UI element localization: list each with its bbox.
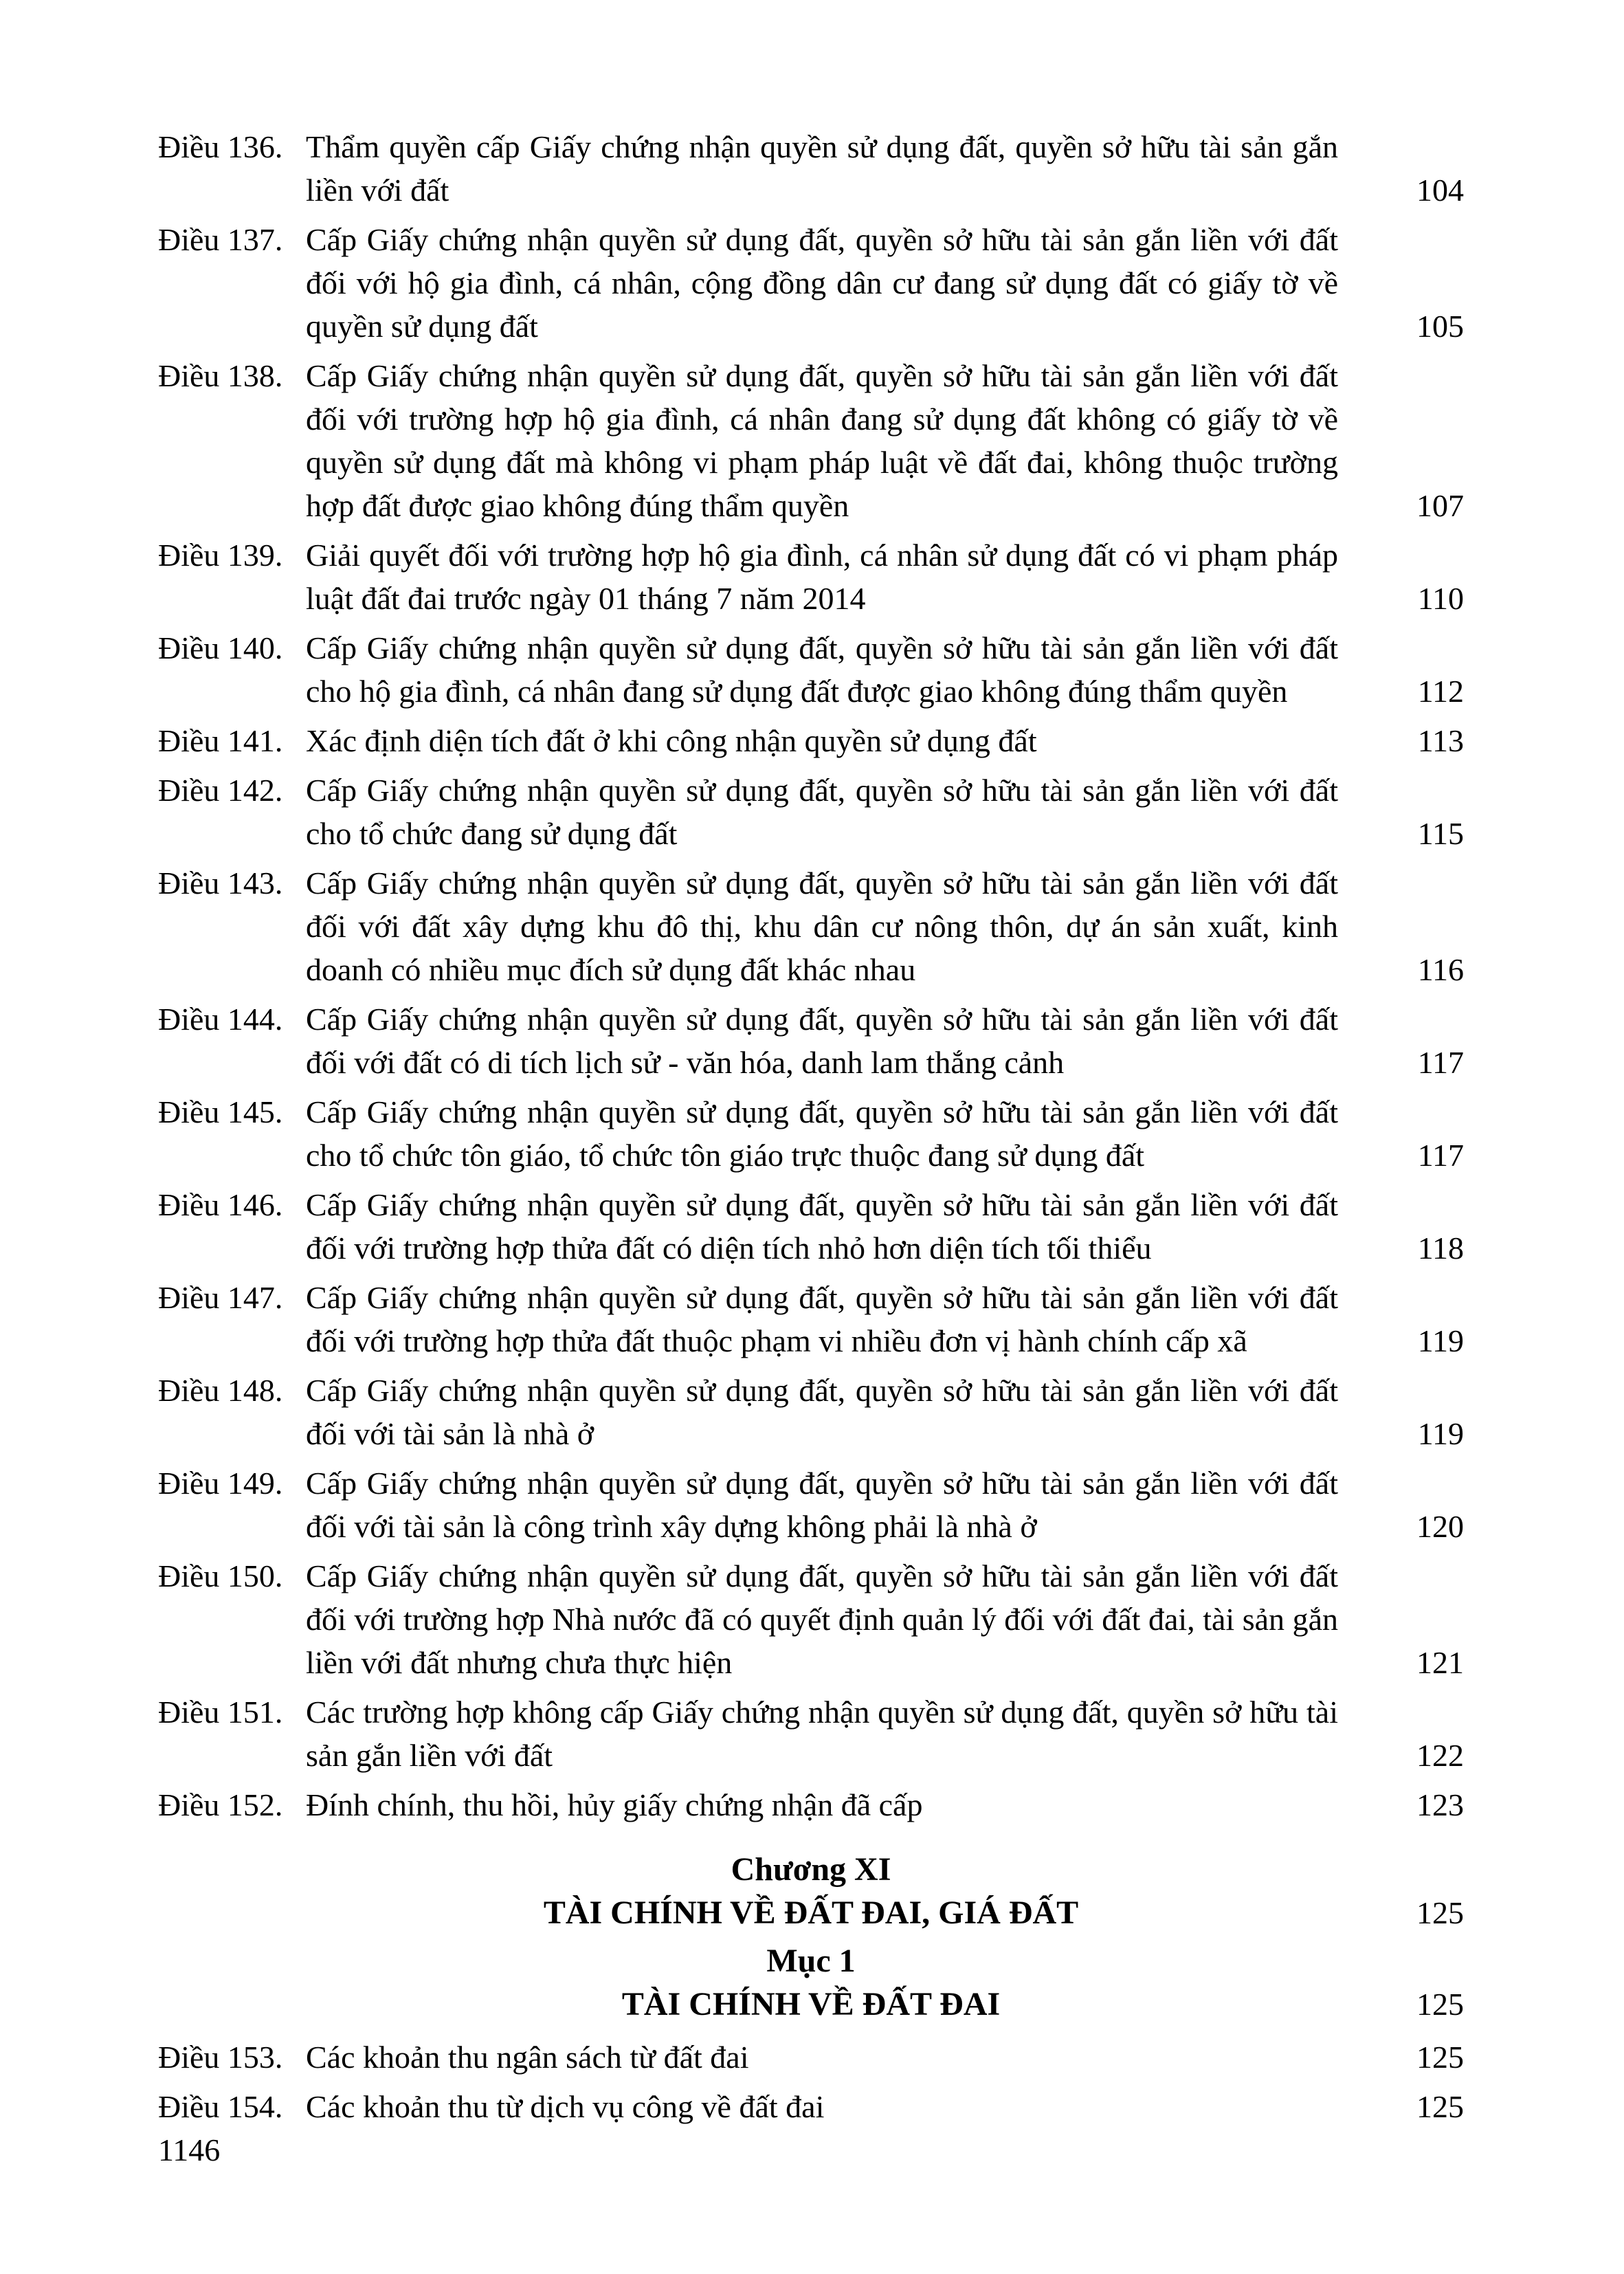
toc-entry bbox=[158, 2035, 1464, 2079]
chapter-number-row bbox=[158, 1848, 1464, 1891]
chapter-heading-block bbox=[158, 1848, 1464, 2026]
toc-entry-page-number: 107 bbox=[1416, 488, 1464, 523]
toc-entry-article-label: Điều 142. bbox=[158, 773, 283, 808]
toc-entries-top bbox=[158, 125, 1464, 1826]
toc-entry bbox=[158, 1183, 1464, 1270]
toc-entry-page-number: 119 bbox=[1417, 1323, 1464, 1358]
toc-entry bbox=[158, 1783, 1464, 1826]
toc-entry-title: Cấp Giấy chứng nhận quyền sử dụng đất, quyền sở hữu tài sản gắn liền với đất đối với trường hợp thửa đất có diện tích nhỏ hơn diện tích tối thiểu bbox=[306, 1187, 1338, 1266]
toc-entry bbox=[158, 1554, 1464, 1684]
toc-entry-article-label: Điều 137. bbox=[158, 222, 283, 257]
toc-entry-title: Cấp Giấy chứng nhận quyền sử dụng đất, quyền sở hữu tài sản gắn liền với đất đối với tài sản là nhà ở bbox=[306, 1373, 1338, 1451]
toc-entry-article-label: Điều 139. bbox=[158, 538, 283, 573]
chapter-title-page-number: 125 bbox=[1416, 1895, 1464, 1930]
toc-entry bbox=[158, 861, 1464, 991]
toc-entry-title: Giải quyết đối với trường hợp hộ gia đình, cá nhân sử dụng đất có vi phạm pháp luật đất đai trước ngày 01 tháng 7 năm 2014 bbox=[306, 538, 1338, 616]
toc-entry bbox=[158, 354, 1464, 527]
toc-entry-article-label: Điều 136. bbox=[158, 129, 283, 164]
toc-entry-article-label: Điều 143. bbox=[158, 865, 283, 901]
toc-entry-page-number: 123 bbox=[1416, 1787, 1464, 1822]
toc-entry-page-number: 117 bbox=[1417, 1138, 1464, 1173]
toc-entry bbox=[158, 1090, 1464, 1177]
toc-entry-title: Cấp Giấy chứng nhận quyền sử dụng đất, quyền sở hữu tài sản gắn liền với đất đối với hộ gia đình, cá nhân, cộng đồng dân cư đang sử dụng đất có giấy tờ về quyền sử dụng đất bbox=[306, 222, 1338, 344]
toc-entry-page-number: 119 bbox=[1417, 1416, 1464, 1451]
toc-entry-page-number: 116 bbox=[1417, 952, 1464, 987]
toc-entry bbox=[158, 769, 1464, 855]
section-number-row bbox=[158, 1939, 1464, 1983]
toc-entry-page-number: 121 bbox=[1416, 1645, 1464, 1680]
toc-entry-title: Các khoản thu từ dịch vụ công về đất đai bbox=[306, 2089, 825, 2124]
toc-entry-article-label: Điều 138. bbox=[158, 358, 283, 393]
folio-number: 1146 bbox=[158, 2132, 221, 2167]
toc-entry-page-number: 117 bbox=[1417, 1045, 1464, 1080]
toc-entry-title: Đính chính, thu hồi, hủy giấy chứng nhận đã cấp bbox=[306, 1787, 923, 1822]
toc-entry-page-number: 118 bbox=[1417, 1230, 1464, 1266]
toc-entry-title: Cấp Giấy chứng nhận quyền sử dụng đất, quyền sở hữu tài sản gắn liền với đất đối với trường hợp Nhà nước đã có quyết định quản lý đối với đất đai, tài sản gắn liền với đất nhưng chưa thực hiện bbox=[306, 1558, 1338, 1680]
toc-entry-title: Cấp Giấy chứng nhận quyền sử dụng đất, quyền sở hữu tài sản gắn liền với đất đối với đất xây dựng khu đô thị, khu dân cư nông thôn, dự án sản xuất, kinh doanh có nhiều mục đích sử dụng đất khác nhau bbox=[306, 865, 1338, 987]
toc-entry-article-label: Điều 149. bbox=[158, 1466, 283, 1501]
toc-entry-article-label: Điều 141. bbox=[158, 723, 283, 758]
toc-entry-title: Cấp Giấy chứng nhận quyền sử dụng đất, quyền sở hữu tài sản gắn liền với đất đối với trường hợp hộ gia đình, cá nhân đang sử dụng đất không có giấy tờ về quyền sử dụng đất mà không vi phạm pháp luật về đất đai, không thuộc trường hợp đất được giao không đúng thẩm quyền bbox=[306, 358, 1338, 523]
toc-entry-article-label: Điều 148. bbox=[158, 1373, 283, 1408]
toc-entry-article-label: Điều 146. bbox=[158, 1187, 283, 1222]
toc-entry bbox=[158, 719, 1464, 762]
toc-entry bbox=[158, 1276, 1464, 1362]
toc-entry-article-label: Điều 140. bbox=[158, 630, 283, 665]
chapter-title: TÀI CHÍNH VỀ ĐẤT ĐAI, GIÁ ĐẤT bbox=[543, 1895, 1079, 1931]
toc-entry bbox=[158, 1690, 1464, 1777]
toc-entry-article-label: Điều 145. bbox=[158, 1094, 283, 1129]
toc-entry-page-number: 122 bbox=[1416, 1738, 1464, 1773]
toc-entry bbox=[158, 626, 1464, 713]
toc-entry bbox=[158, 2085, 1464, 2128]
toc-entry-page-number: 125 bbox=[1416, 2040, 1464, 2075]
toc-entry-article-label: Điều 152. bbox=[158, 1787, 283, 1822]
toc-entry-page-number: 120 bbox=[1416, 1509, 1464, 1544]
toc-entry-page-number: 113 bbox=[1417, 723, 1464, 758]
section-title-row bbox=[158, 1983, 1464, 2026]
toc-entry-article-label: Điều 150. bbox=[158, 1558, 283, 1593]
page-footer bbox=[158, 2128, 220, 2172]
toc-entry-title: Thẩm quyền cấp Giấy chứng nhận quyền sử dụng đất, quyền sở hữu tài sản gắn liền với đất bbox=[306, 129, 1338, 208]
toc-entry bbox=[158, 997, 1464, 1084]
toc-entry-page-number: 110 bbox=[1417, 581, 1464, 616]
toc-entry-article-label: Điều 151. bbox=[158, 1695, 283, 1730]
toc-entry-title: Xác định diện tích đất ở khi công nhận quyền sử dụng đất bbox=[306, 723, 1037, 758]
toc-entry-article-label: Điều 147. bbox=[158, 1280, 283, 1315]
toc-entry-title: Cấp Giấy chứng nhận quyền sử dụng đất, quyền sở hữu tài sản gắn liền với đất cho tổ chức đang sử dụng đất bbox=[306, 773, 1338, 851]
toc-entry bbox=[158, 1461, 1464, 1548]
toc-entry bbox=[158, 218, 1464, 348]
chapter-title-row bbox=[158, 1891, 1464, 1934]
chapter-number: Chương XI bbox=[731, 1851, 891, 1888]
toc-entry-title: Cấp Giấy chứng nhận quyền sử dụng đất, quyền sở hữu tài sản gắn liền với đất đối với trường hợp thửa đất thuộc phạm vi nhiều đơn vị hành chính cấp xã bbox=[306, 1280, 1338, 1358]
toc-entry-page-number: 105 bbox=[1416, 309, 1464, 344]
toc-entry-page-number: 104 bbox=[1416, 173, 1464, 208]
toc-entry-page-number: 112 bbox=[1417, 674, 1464, 709]
toc-entry bbox=[158, 533, 1464, 620]
section-title-page-number: 125 bbox=[1416, 1987, 1464, 2022]
toc-entry-title: Các trường hợp không cấp Giấy chứng nhận quyền sử dụng đất, quyền sở hữu tài sản gắn liền với đất bbox=[306, 1695, 1338, 1773]
toc-entry bbox=[158, 125, 1464, 212]
section-number: Mục 1 bbox=[766, 1943, 856, 1979]
toc-entry-title: Cấp Giấy chứng nhận quyền sử dụng đất, quyền sở hữu tài sản gắn liền với đất cho hộ gia đình, cá nhân đang sử dụng đất được giao không đúng thẩm quyền bbox=[306, 630, 1338, 709]
toc-entry-title: Cấp Giấy chứng nhận quyền sử dụng đất, quyền sở hữu tài sản gắn liền với đất đối với tài sản là công trình xây dựng không phải là nhà ở bbox=[306, 1466, 1338, 1544]
toc-entry-article-label: Điều 154. bbox=[158, 2089, 283, 2124]
toc-entry-article-label: Điều 144. bbox=[158, 1002, 283, 1037]
toc-entry-page-number: 115 bbox=[1417, 816, 1464, 851]
toc-entry-title: Cấp Giấy chứng nhận quyền sử dụng đất, quyền sở hữu tài sản gắn liền với đất đối với đất có di tích lịch sử - văn hóa, danh lam thắng cảnh bbox=[306, 1002, 1338, 1080]
toc-entry-title: Cấp Giấy chứng nhận quyền sử dụng đất, quyền sở hữu tài sản gắn liền với đất cho tổ chức tôn giáo, tổ chức tôn giáo trực thuộc đang sử dụng đất bbox=[306, 1094, 1338, 1173]
toc-entry-title: Các khoản thu ngân sách từ đất đai bbox=[306, 2040, 749, 2075]
toc-entry bbox=[158, 1369, 1464, 1455]
toc-entry-page-number: 125 bbox=[1416, 2089, 1464, 2124]
section-title: TÀI CHÍNH VỀ ĐẤT ĐAI bbox=[621, 1986, 1001, 2022]
toc-entries-bottom bbox=[158, 2035, 1464, 2128]
toc-entry-article-label: Điều 153. bbox=[158, 2040, 283, 2075]
